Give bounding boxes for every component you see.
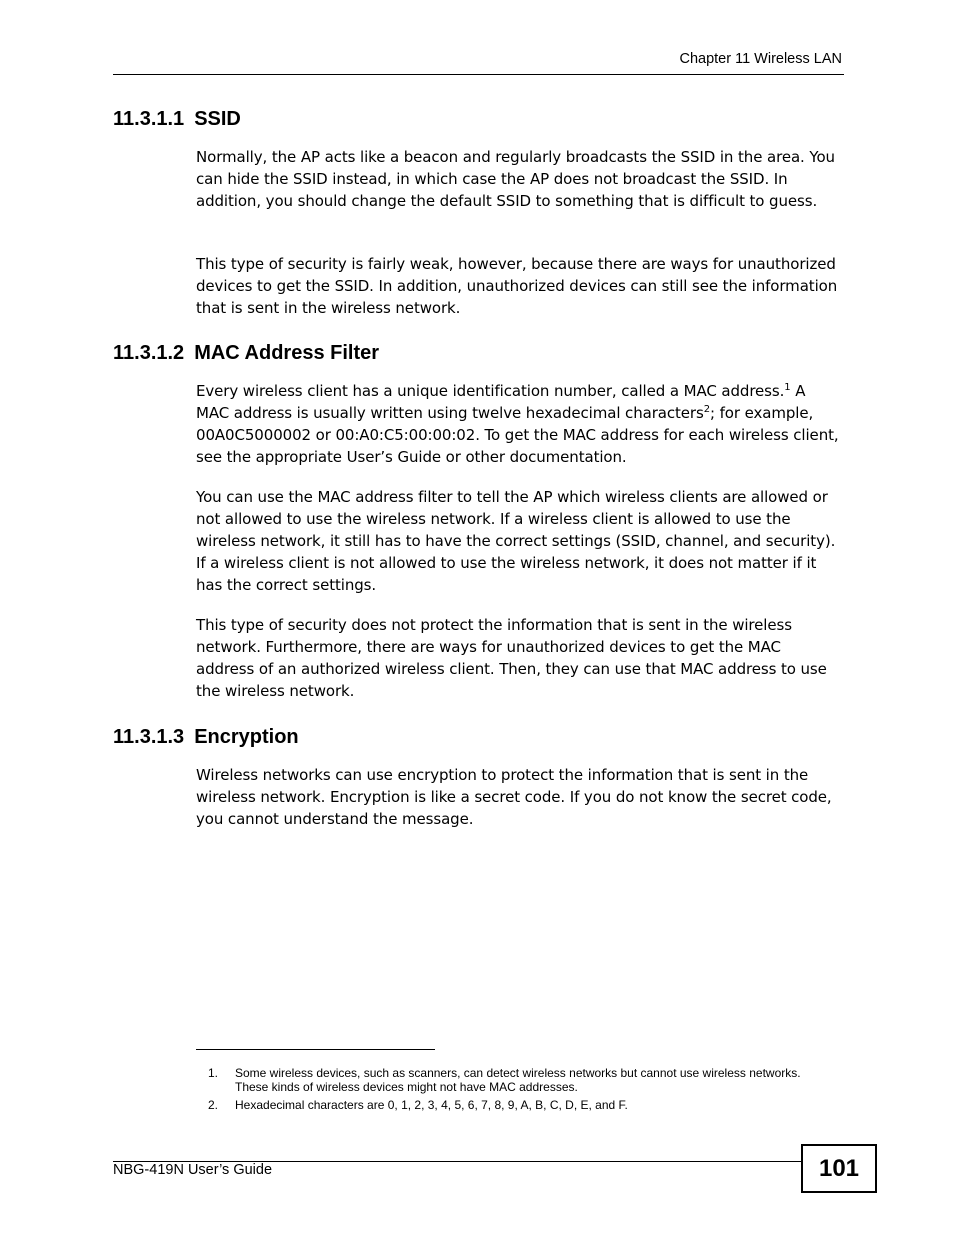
header-rule — [113, 74, 844, 75]
heading-title: MAC Address Filter — [194, 342, 380, 364]
heading-number: 11.3.1.2 — [113, 342, 185, 364]
mac-paragraph-1 — [196, 380, 842, 468]
heading-mac-address-filter — [113, 341, 379, 365]
heading-number: 11.3.1.1 — [113, 108, 185, 130]
guide-title: NBG-419N User’s Guide — [113, 1162, 273, 1178]
mac-text-part2: A MAC address is usually written using twelve hexadecimal characters — [196, 382, 806, 422]
ssid-paragraph-1: Normally, the AP acts like a beacon and regularly broadcasts the SSID in the area. You can hide the SSID instead, in which case the AP does not broadcast the SSID. In addition, you should change the default SSID to something that is difficult to guess. — [196, 148, 835, 210]
footnote-text: Some wireless devices, such as scanners, can detect wireless networks but cannot use wireless networks. These kinds of wireless devices might not have MAC addresses. — [235, 1066, 801, 1094]
running-header: Chapter 11 Wireless LAN — [679, 51, 842, 67]
mac-text-part1: Every wireless client has a unique identification number, called a MAC address. — [196, 382, 785, 400]
mac-paragraph-2: You can use the MAC address filter to tell the AP which wireless clients are allowed or not allowed to use the wireless network. If a wireless client is allowed to use the wireless network, it still has to have the correct settings (SSID, channel, and security). If a wireless client is not allowed to use the wireless network, it does not matter if it has the correct settings. — [196, 488, 836, 594]
mac-text-part3: ; for example, 00A0C5000002 or 00:A0:C5:00:00:02. To get the MAC address for each wireless client, see the appropriate User’s Guide or other documentation. — [196, 404, 839, 466]
heading-encryption — [113, 725, 299, 749]
footnote-number: 2. — [208, 1098, 219, 1112]
heading-title: SSID — [194, 108, 241, 130]
footnote-text: Hexadecimal characters are 0, 1, 2, 3, 4, 5, 6, 7, 8, 9, A, B, C, D, E, and F. — [235, 1098, 628, 1112]
footnote-2 — [196, 1099, 836, 1113]
heading-title: Encryption — [194, 726, 299, 748]
footnote-ref-1[interactable]: 1 — [784, 382, 791, 393]
footnote-ref-2[interactable]: 2 — [703, 404, 710, 415]
mac-paragraph-3: This type of security does not protect the information that is sent in the wireless network. Furthermore, there are ways for unauthorized devices to get the MAC address of an authorized wireless client. Then, they can use that MAC address to use the wireless network. — [196, 616, 827, 700]
page-number: 101 — [801, 1144, 877, 1193]
footnote-number: 1. — [208, 1066, 219, 1080]
encryption-paragraph-1: Wireless networks can use encryption to protect the information that is sent in the wireless network. Encryption is like a secret code. If you do not know the secret code, you cannot understand the message. — [196, 766, 832, 828]
heading-ssid — [113, 107, 241, 131]
footnote-rule — [196, 1049, 435, 1050]
footnote-1 — [196, 1067, 836, 1094]
heading-number: 11.3.1.3 — [113, 726, 185, 748]
ssid-paragraph-2: This type of security is fairly weak, however, because there are ways for unauthorized devices to get the SSID. In addition, unauthorized devices can still see the information that is sent in the wireless network. — [196, 255, 838, 317]
